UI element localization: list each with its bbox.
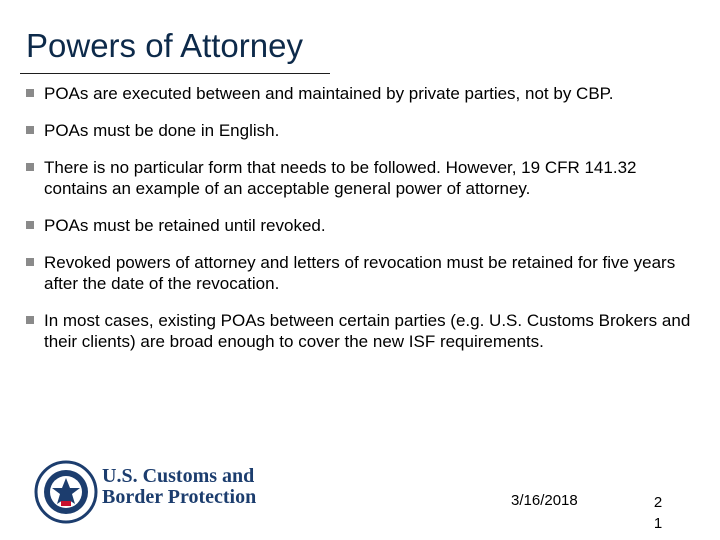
bullet-text: In most cases, existing POAs between certain parties (e.g. U.S. Customs Brokers and their clients) are broad enough to cover the new ISF requirements. — [44, 311, 691, 351]
square-bullet-icon — [26, 221, 34, 229]
bullet-text: There is no particular form that needs to be followed. However, 19 CFR 141.32 contains an example of an acceptable general power of attorney. — [44, 158, 637, 198]
title-underline — [20, 73, 330, 74]
square-bullet-icon — [26, 316, 34, 324]
square-bullet-icon — [26, 163, 34, 171]
bullet-item — [26, 120, 696, 141]
bullet-text: POAs are executed between and maintained by private parties, not by CBP. — [44, 84, 614, 103]
bullet-text: POAs must be done in English. — [44, 121, 280, 140]
bullet-text: Revoked powers of attorney and letters of revocation must be retained for five years after the date of the revocation. — [44, 253, 676, 293]
bullet-item — [26, 83, 696, 104]
slide-date: 3/16/2018 — [511, 492, 578, 509]
bullet-list — [26, 83, 696, 368]
square-bullet-icon — [26, 89, 34, 97]
slide-title: Powers of Attorney — [26, 27, 303, 64]
agency-name-line2: Border Protection — [102, 486, 257, 508]
cbp-logo — [34, 460, 257, 530]
page-number-line2: 1 — [653, 515, 663, 532]
dhs-seal-icon — [34, 460, 98, 524]
square-bullet-icon — [26, 126, 34, 134]
bullet-item — [26, 310, 696, 352]
agency-name — [102, 466, 256, 508]
page-number — [652, 492, 664, 534]
bullet-item — [26, 215, 696, 236]
agency-name-line1: U.S. Customs and — [102, 465, 255, 487]
page-number-line1: 2 — [653, 494, 663, 511]
bullet-item — [26, 252, 696, 294]
bullet-item — [26, 157, 696, 199]
bullet-text: POAs must be retained until revoked. — [44, 216, 326, 235]
square-bullet-icon — [26, 258, 34, 266]
